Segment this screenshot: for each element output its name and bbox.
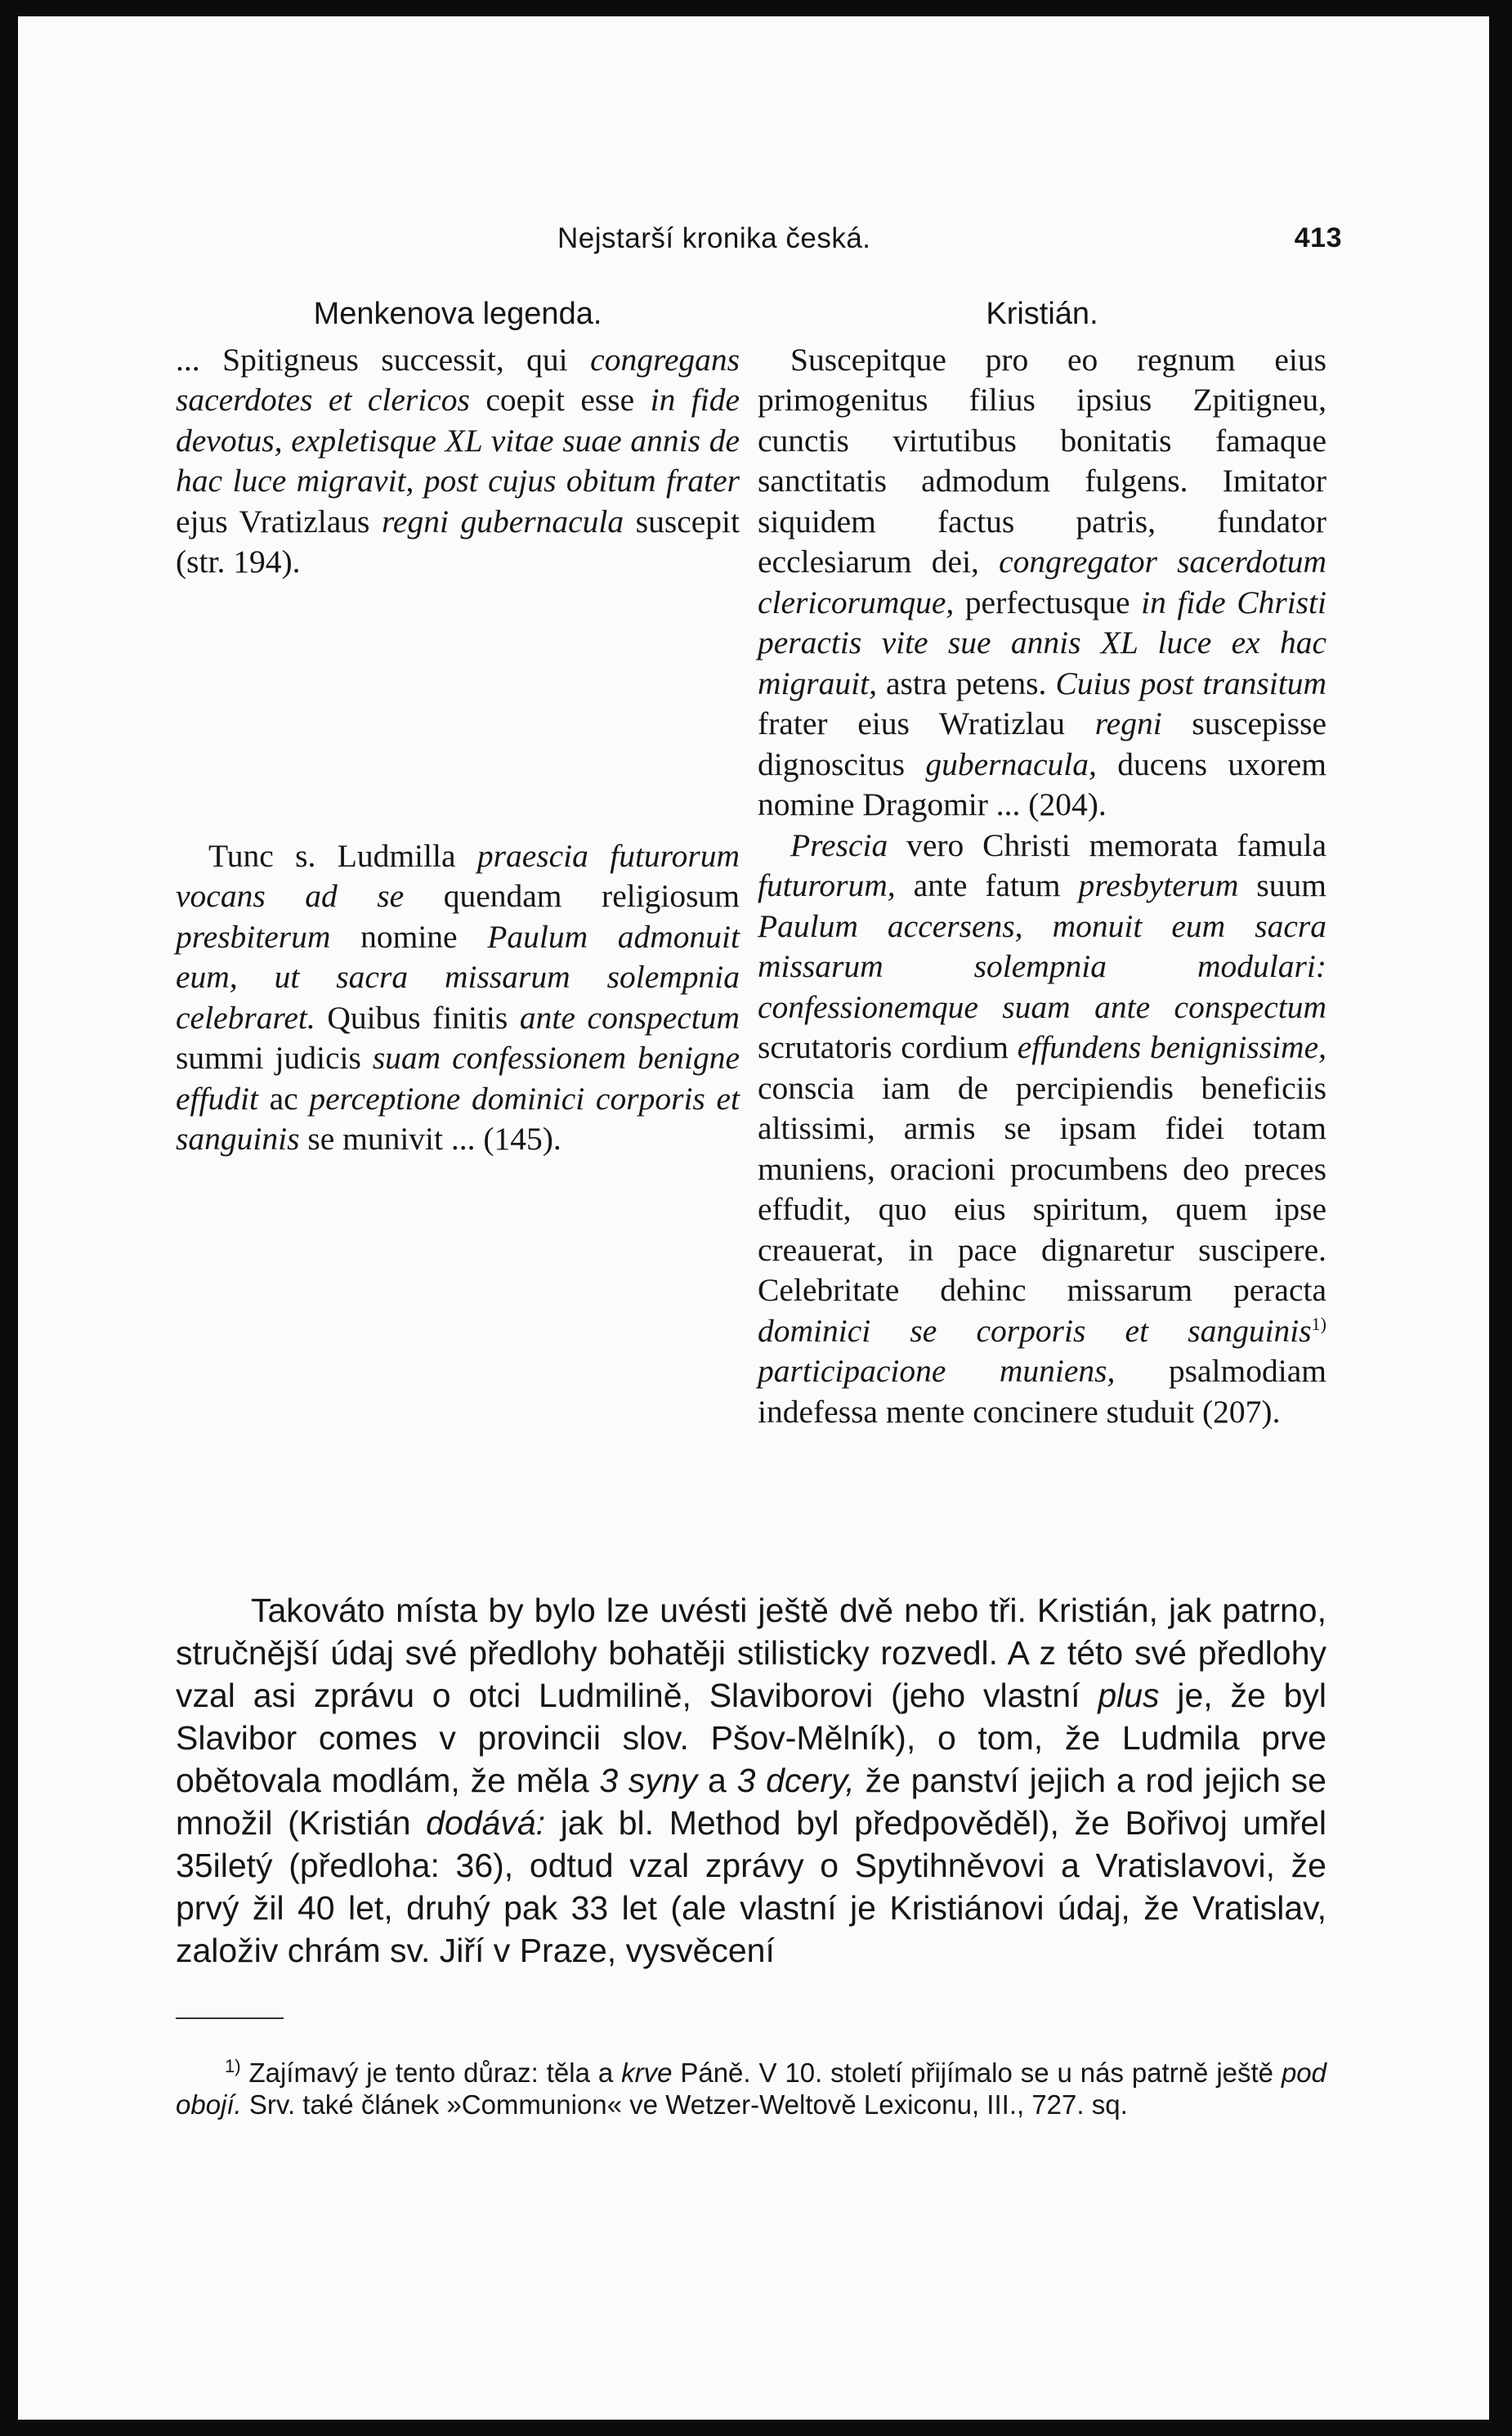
text-run: Suscepitque pro eo regnum eius primogenitus filius ipsius Zpitigneu, cunctis virtutibus bonitatis famaque sanctitatis admodum fulgens. Imitator siquidem factus patris, fundator ecclesiarum dei,	[758, 341, 1326, 580]
text-run: se munivit ... (145).	[299, 1121, 561, 1157]
page	[18, 16, 1489, 2420]
italic-run: Prescia	[790, 826, 888, 863]
right-column-heading: Kristián.	[986, 297, 1098, 331]
text-run: summi judicis	[176, 1040, 373, 1076]
italic-run: krve	[621, 2058, 673, 2088]
footnote-marker: 1)	[225, 2056, 241, 2076]
text-run: jak bl. Method byl předpověděl), že Bořivoj umřel 35iletý (předloha: 36), odtud vzal zprávy o Spytihněvovi a Vratislavovi, že prvý žil 40 let, druhý pak 33 let (ale vlastní je Kristiánovi údaj, že Vratislav, založiv chrám sv. Jiří v Praze, vysvěcení	[176, 1804, 1326, 1969]
italic-run: plus	[1098, 1677, 1160, 1714]
footnote	[176, 2057, 1326, 2120]
left-column	[176, 294, 740, 1160]
italic-run: presbyterum	[1078, 867, 1239, 903]
italic-run: in fide devotus, expletisque XL vitae suae annis de hac luce migravit, post cujus obitum frater	[176, 382, 740, 499]
text-run: že panství jejich a rod jejich se množil (Kristián	[176, 1762, 1326, 1842]
text-run: ... Spitigneus successit, qui	[176, 341, 591, 378]
text-run: Tunc s. Ludmilla	[208, 837, 477, 874]
text-run: quendam religiosum	[404, 878, 740, 914]
text-run: ducens uxorem nomine Dragomir ... (204).	[758, 746, 1326, 822]
italic-run: perceptione dominici corporis et sanguinis	[176, 1080, 740, 1157]
text-run: je, že byl Slavibor comes v provincii slov. Pšov-Mělník), o tom, že Ludmila prve obětovala modlám, že měla	[176, 1677, 1326, 1799]
text-run: vero Christi memorata famula	[888, 826, 1326, 863]
text-run: Zajímavý je tento důraz: těla a	[240, 2058, 622, 2088]
text-run: coepit esse	[469, 382, 651, 418]
italic-run: 3 syny	[599, 1762, 698, 1799]
italic-run: in fide Christi peractis vite sue annis XL luce ex hac migrauit,	[758, 584, 1326, 701]
text-run: conscia iam de percipiendis beneficiis altissimi, armis se ipsam fidei totam muniens, oracioni procumbens deo preces effudit, quo eius spiritum, quem ipse creauerat, in pace dignaretur suscipere. Celebritate dehinc missarum peracta	[758, 1069, 1326, 1308]
text-run: Srv. také článek »Communion« ve Wetzer-Weltově Lexiconu, III., 727. sq.	[241, 2089, 1128, 2120]
right-paragraph-2	[758, 826, 1326, 1433]
text-run: suum	[1238, 867, 1326, 903]
footnote-rule	[176, 2017, 284, 2019]
left-column-heading: Menkenova legenda.	[313, 297, 602, 331]
text-run: a	[697, 1762, 737, 1799]
text-run: Takováto místa by bylo lze uvésti ještě dvě nebo tři. Kristián, jak patrno, stručnější údaj své předlohy bohatěji stilisticky rozvedl. A z této své předlohy vzal asi zprávu o otci Ludmilině, Slaviborovi (jeho vlastní	[176, 1592, 1326, 1714]
text-run: Quibus finitis	[315, 999, 520, 1036]
italic-run: congregans sacerdotes et clericos	[176, 341, 740, 418]
italic-run: gubernacula,	[925, 746, 1097, 782]
italic-run: ante conspectum	[519, 999, 740, 1036]
running-title: Nejstarší kronika česká.	[557, 222, 871, 254]
italic-run: dominici se corporis et sanguinis	[758, 1312, 1312, 1349]
italic-run: regni gubernacula	[382, 503, 624, 540]
italic-run: dodává:	[426, 1804, 546, 1842]
italic-run: pod obojí.	[176, 2058, 1326, 2120]
right-paragraph-1	[758, 340, 1326, 826]
text-run: scrutatoris cordium	[758, 1029, 1018, 1065]
left-paragraph-1	[176, 340, 740, 583]
italic-run: futurorum,	[758, 867, 896, 903]
text-run: astra petens.	[876, 665, 1056, 701]
italic-run: effundens benignissime,	[1017, 1029, 1326, 1065]
footnote-marker: 1)	[1311, 1313, 1326, 1334]
text-run: nomine	[330, 918, 488, 955]
italic-run: Cuius post transitum	[1055, 665, 1326, 701]
page-number: 413	[1294, 222, 1342, 253]
running-header	[18, 222, 1489, 271]
italic-run: Paulum admonuit eum, ut sacra missarum solempnia celebraret.	[176, 918, 740, 1036]
body-paragraph	[176, 1589, 1326, 1972]
text-run: ejus Vratizlaus	[176, 503, 382, 540]
italic-run: Paulum accersens, monuit eum sacra missarum solempnia modulari: confessionemque suam ante conspectum	[758, 907, 1326, 1025]
text-run: suscepit (str. 194).	[176, 503, 740, 580]
left-paragraph-2	[176, 836, 740, 1160]
italic-run: presbiterum	[176, 918, 331, 955]
italic-run: regni	[1094, 705, 1162, 741]
italic-run: congregator sacerdotum clericorumque,	[758, 544, 1326, 620]
text-run: perfectusque	[954, 584, 1142, 620]
right-column	[758, 294, 1326, 1432]
italic-run: participacione muniens,	[758, 1353, 1116, 1389]
italic-run: praescia futurorum vocans ad se	[176, 837, 740, 914]
text-run: suscepisse dignoscitus	[758, 705, 1326, 782]
italic-run: 3 dcery,	[736, 1762, 855, 1799]
text-run: ac	[257, 1080, 310, 1117]
italic-run: suam confessionem benigne effudit	[176, 1040, 740, 1117]
text-run: ante fatum	[895, 867, 1079, 903]
text-run: Páně. V 10. století přijímalo se u nás patrně ještě	[672, 2058, 1282, 2088]
text-run: frater eius Wratizlau	[758, 705, 1095, 741]
text-run: psalmodiam indefessa mente concinere studuit (207).	[758, 1353, 1326, 1430]
